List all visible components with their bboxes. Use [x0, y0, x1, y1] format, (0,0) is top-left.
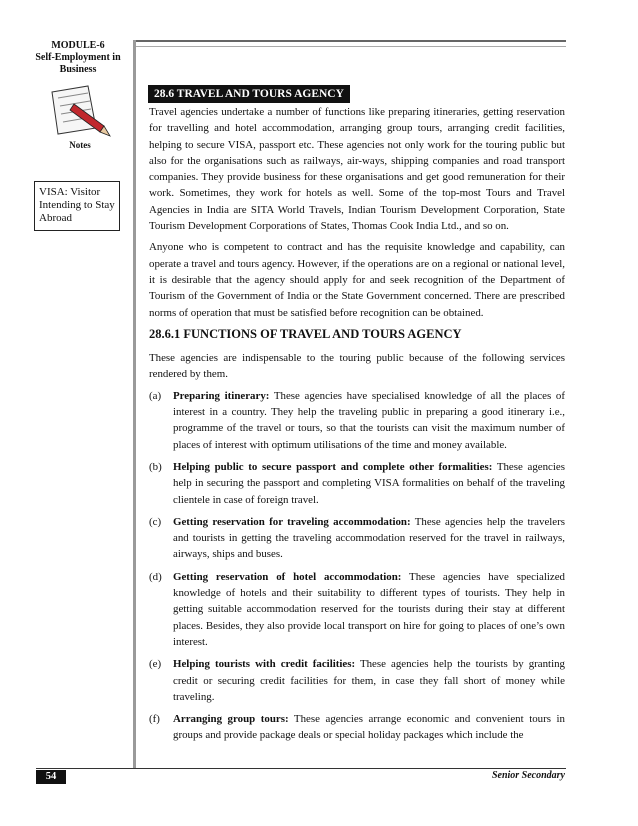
margin-note-box: VISA: Visitor Intending to Stay Abroad	[34, 181, 120, 231]
list-item-title: Getting reservation for traveling accommodation:	[173, 515, 411, 528]
list-item-text: These agencies arrange economic and convenient tours in groups and provide package deals or special holiday packages which include the	[173, 713, 565, 742]
module-subject-line2: Business	[59, 64, 97, 75]
module-label: MODULE-6	[51, 40, 105, 51]
list-item-title: Getting reservation of hotel accommodation:	[173, 570, 402, 583]
list-item-title: Helping tourists with credit facilities:	[173, 658, 356, 671]
list-item-label: (c)	[149, 515, 162, 528]
notes-pencil-icon	[44, 82, 114, 140]
list-item-text: These agencies help the travelers and tourists in getting the traveling accommodation reserved for the travel in railways, airways, ships and buses.	[173, 515, 565, 561]
list-item	[149, 514, 565, 563]
list-item	[149, 656, 565, 705]
top-rule-thin	[136, 46, 566, 47]
main-content	[149, 104, 565, 750]
series-title: Senior Secondary	[491, 770, 565, 781]
notes-label: Notes	[69, 140, 91, 150]
footer-rule	[36, 768, 566, 769]
paragraph-sub-intro: These agencies are indispensable to the touring public because of the following services rendered by them.	[149, 352, 565, 381]
list-item-label: (d)	[149, 570, 162, 583]
paragraph-intro: Travel agencies undertake a number of functions like preparing itineraries, getting reservation for travelling and hotel accommodation, arranging group tours, arranging credit facilities, helping to secure VISA, passport etc. These agencies not only work for the touring public but also for the organisations such as railways, air-ways, shipping companies and road transport companies. They provide business for these organisations and get good remuneration for their work. Sometimes, they work for hotels as well. Some of the top-most Tours and Travel Agencies in India are SITA World Travels, Indian Tourism Development Corporation, State Tourism Development Corporations of States, Thomas Cook India Ltd., and so on.	[149, 106, 565, 233]
paragraph-recognition: Anyone who is competent to contract and has the requisite knowledge and capability, can operate a travel and tours agency. However, if the operations are on a regional or national level, it is desirable that the agency should apply for and seek recognition of the Department of Tourism of the Government of India or the State Government concerned. There are prescribed norms of operation that must be satisfied before recognition can be obtained.	[149, 241, 565, 319]
list-item-text: These agencies help in securing the passport and completing VISA formalities on behalf of the traveling clientele in case of foreign travel.	[173, 460, 565, 506]
top-rule	[136, 40, 566, 42]
list-item-text: These agencies have specialized knowledge of hotels and their suitability to different types of tourists. They help in getting suitable accommodation reserved for the tourists during their stay at different places. Besides, they also provide local transport on hire for going to places of one’s own interest.	[173, 570, 566, 648]
page-number: 54	[36, 770, 66, 784]
module-subject-line1: Self-Employment in	[35, 52, 121, 63]
section-heading: 28.6 TRAVEL AND TOURS AGENCY	[148, 85, 350, 103]
sidebar-module-title	[28, 40, 128, 76]
list-item-text: These agencies have specialised knowledge of all the places of interest in a country. They help the traveling public in preparing a good itinerary i.e., programme of the travel or tours, so that the tourists can visit the maximum number of places of interest with optimum utilisations of the time and money available.	[173, 389, 565, 451]
list-item-label: (a)	[149, 389, 162, 402]
subsection-heading: 28.6.1 FUNCTIONS OF TRAVEL AND TOURS AGENCY	[149, 326, 462, 341]
margin-divider	[133, 40, 136, 768]
list-item-title: Helping public to secure passport and complete other formalities:	[173, 460, 493, 473]
list-item	[149, 388, 565, 453]
list-item-label: (b)	[149, 460, 162, 473]
list-item-label: (f)	[149, 713, 160, 726]
list-item-title: Preparing itinerary:	[173, 389, 270, 402]
list-item	[149, 459, 565, 508]
list-item	[149, 569, 565, 650]
list-item	[149, 711, 565, 744]
list-item-title: Arranging group tours:	[173, 713, 289, 726]
list-item-text: These agencies help the tourists by granting credit or securing credit facilities for them, in case they fall short of money while traveling.	[173, 658, 565, 703]
list-item-label: (e)	[149, 658, 162, 671]
